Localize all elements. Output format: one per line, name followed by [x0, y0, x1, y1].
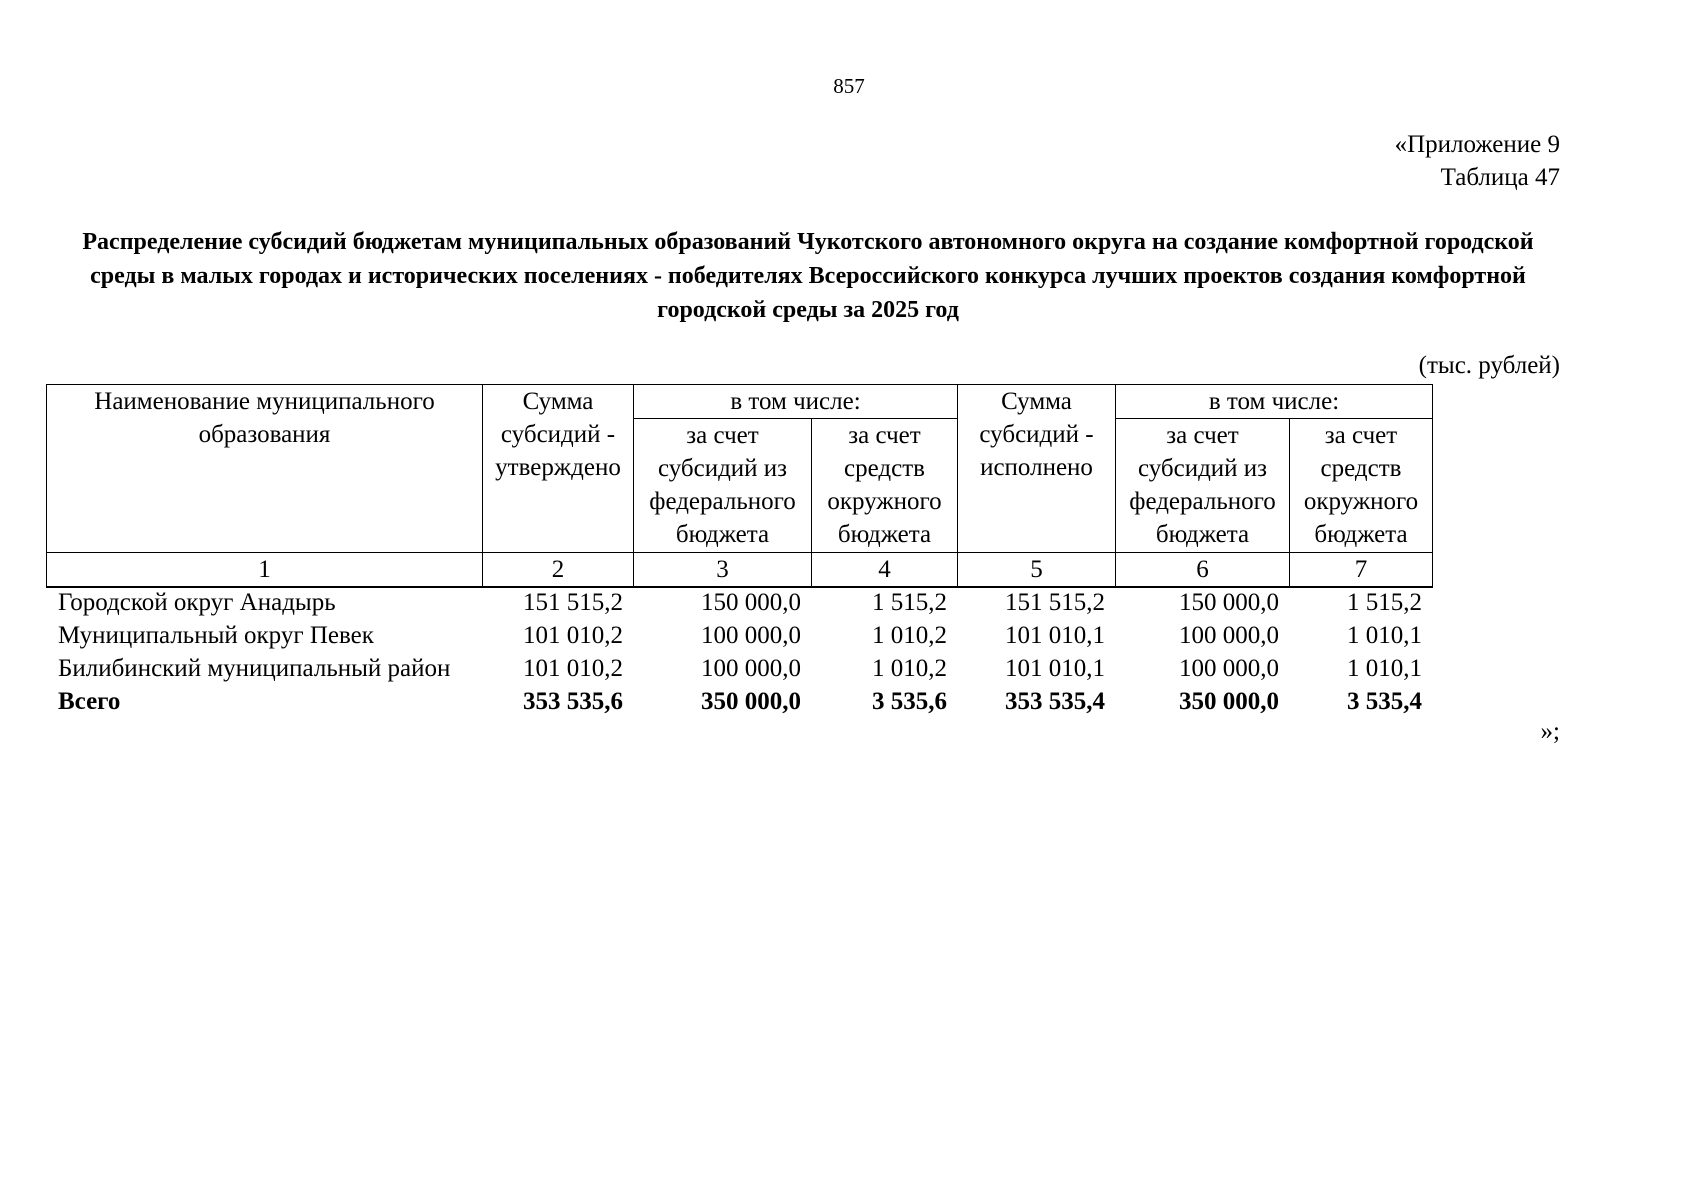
units-label: (тыс. рублей)	[1418, 352, 1560, 379]
total-okrug-approved-value: 3 535,6	[872, 688, 947, 715]
federal-approved-value: 150 000,0	[701, 589, 801, 616]
table-header	[46, 384, 1433, 588]
column-number: 4	[812, 553, 958, 588]
federal-executed-value: 100 000,0	[1179, 655, 1279, 682]
federal-approved-value: 100 000,0	[701, 622, 801, 649]
approved-value: 101 010,2	[523, 622, 623, 649]
appendix-reference	[1395, 128, 1560, 194]
header-okrug-approved: за счет средств окружного бюджета	[812, 419, 958, 553]
header-federal-executed: за счет субсидий из федерального бюджета	[1116, 419, 1290, 553]
okrug-approved-value: 1 010,2	[872, 622, 947, 649]
column-number: 3	[634, 553, 812, 588]
header-executed: Сумма субсидий - исполнено	[958, 385, 1116, 553]
okrug-executed-value: 1 010,1	[1347, 655, 1422, 682]
table-body	[46, 586, 1432, 718]
header-okrug-executed: за счет средств окружного бюджета	[1290, 419, 1433, 553]
closing-quote: »;	[1540, 718, 1560, 745]
total-executed-value: 353 535,4	[1005, 688, 1105, 715]
header-group-including-1: в том числе:	[634, 385, 958, 419]
table-row	[46, 652, 1432, 685]
column-number: 5	[958, 553, 1116, 588]
header-approved: Сумма субсидий - утверждено	[483, 385, 634, 553]
total-federal-approved-value: 350 000,0	[701, 688, 801, 715]
appendix-label: «Приложение 9	[1394, 131, 1560, 158]
table-row	[46, 586, 1432, 619]
column-number: 1	[47, 553, 483, 588]
column-number: 6	[1116, 553, 1290, 588]
total-approved-value: 353 535,6	[523, 688, 623, 715]
column-number: 7	[1290, 553, 1433, 588]
column-number-row	[47, 553, 1433, 588]
header-group-including-2: в том числе:	[1116, 385, 1433, 419]
page-number: 857	[833, 74, 865, 98]
header-name: Наименование муниципального образования	[47, 385, 483, 553]
approved-value: 151 515,2	[523, 589, 623, 616]
document-title: Распределение субсидий бюджетам муниципальных образований Чукотского автономного округа на создание комфортной городской среды в малых городах и исторических поселениях - победителях Всероссийского конкурса лучших проектов создания комфортной городской среды за 2025 год	[82, 229, 1534, 323]
federal-executed-value: 150 000,0	[1179, 589, 1279, 616]
executed-value: 101 010,1	[1005, 655, 1105, 682]
executed-value: 151 515,2	[1005, 589, 1105, 616]
header-federal-approved: за счет субсидий из федерального бюджета	[634, 419, 812, 553]
approved-value: 101 010,2	[523, 655, 623, 682]
okrug-executed-value: 1 010,1	[1347, 622, 1422, 649]
total-federal-executed-value: 350 000,0	[1179, 688, 1279, 715]
federal-approved-value: 100 000,0	[701, 655, 801, 682]
municipality-name: Городской округ Анадырь	[58, 589, 336, 616]
table-row	[46, 619, 1432, 652]
total-label: Всего	[58, 688, 121, 715]
column-number: 2	[483, 553, 634, 588]
table-number-label: Таблица 47	[1440, 164, 1560, 191]
okrug-approved-value: 1 515,2	[872, 589, 947, 616]
municipality-name: Муниципальный округ Певек	[58, 622, 374, 649]
total-okrug-executed-value: 3 535,4	[1347, 688, 1422, 715]
municipality-name: Билибинский муниципальный район	[58, 655, 451, 682]
federal-executed-value: 100 000,0	[1179, 622, 1279, 649]
total-row	[46, 685, 1432, 718]
okrug-executed-value: 1 515,2	[1347, 589, 1422, 616]
okrug-approved-value: 1 010,2	[872, 655, 947, 682]
executed-value: 101 010,1	[1005, 622, 1105, 649]
